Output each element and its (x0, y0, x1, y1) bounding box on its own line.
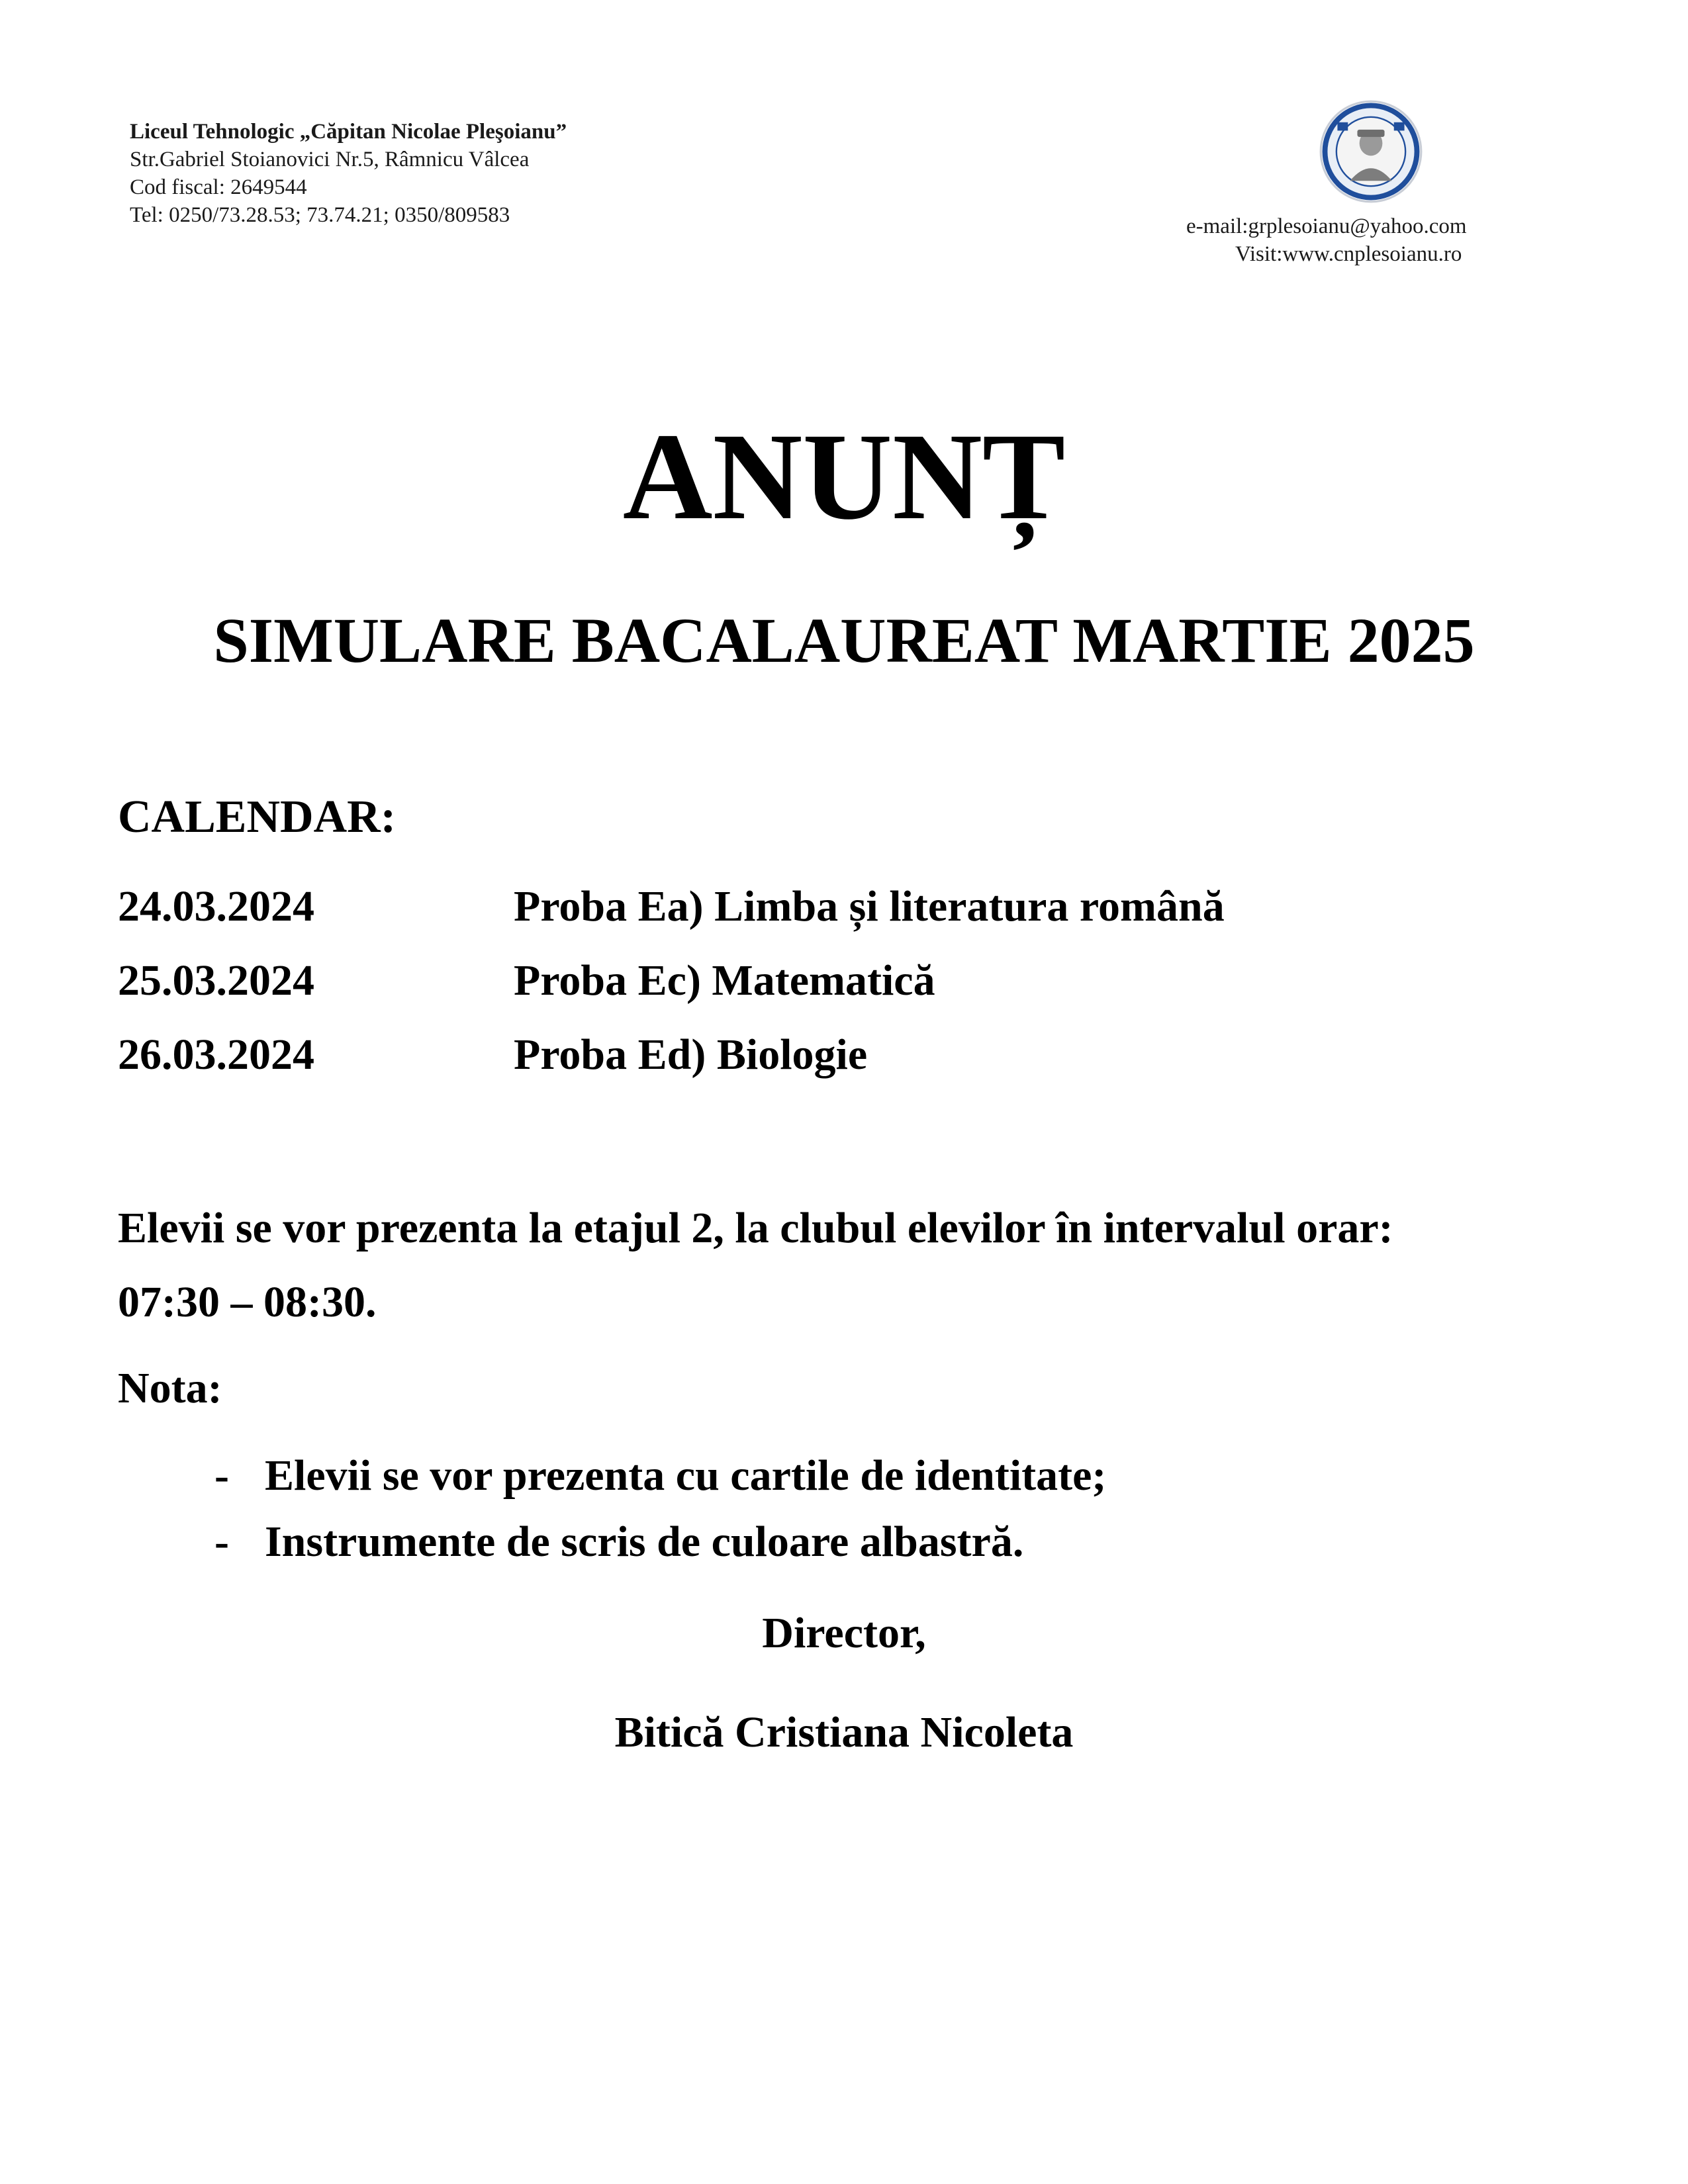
exam-name: Proba Ea) Limba și literatura română (514, 882, 1225, 931)
list-bullet: - (214, 1518, 229, 1566)
list-item (118, 1516, 1574, 1582)
school-address: Str.Gabriel Stoianovici Nr.5, Râmnicu Vâlcea (130, 148, 530, 171)
exam-date: 24.03.2024 (118, 882, 314, 931)
list-item-text: Instrumente de scris de culoare albastră. (265, 1518, 1024, 1566)
calendar-row (118, 880, 1574, 954)
contact-block (1178, 99, 1549, 278)
signature-name: Bitică Cristiana Nicoleta (614, 1708, 1074, 1756)
school-crest-icon (1319, 99, 1423, 204)
exam-name: Proba Ec) Matematică (514, 956, 935, 1005)
exam-name: Proba Ed) Biologie (514, 1030, 868, 1079)
calendar-row (118, 1028, 1574, 1103)
signature-title: Director, (762, 1609, 926, 1657)
phone-numbers: Tel: 0250/73.28.53; 73.74.21; 0350/809583 (130, 203, 510, 227)
list-item (118, 1449, 1574, 1516)
instructions-line: Elevii se vor prezenta la etajul 2, la clubul elevilor în intervalul orar: (118, 1204, 1393, 1252)
announcement-subtitle: SIMULARE BACALAUREAT MARTIE 2025 (213, 605, 1475, 676)
calendar-row (118, 954, 1574, 1028)
school-website: Visit:www.cnplesoianu.ro (1235, 242, 1462, 266)
list-bullet: - (214, 1451, 229, 1500)
calendar-list (118, 880, 1574, 1103)
calendar-label: CALENDAR: (118, 792, 396, 842)
exam-date: 25.03.2024 (118, 956, 314, 1005)
note-label: Nota: (118, 1364, 222, 1412)
announcement-title: ANUNȚ (622, 407, 1066, 545)
school-email: e-mail:grplesoianu@yahoo.com (1186, 214, 1467, 238)
arrival-time-interval: 07:30 – 08:30. (118, 1278, 377, 1326)
school-name: Liceul Tehnologic „Căpitan Nicolae Pleşoianu” (130, 120, 567, 144)
note-list (118, 1449, 1574, 1582)
list-item-text: Elevii se vor prezenta cu cartile de identitate; (265, 1451, 1107, 1500)
exam-date: 26.03.2024 (118, 1030, 314, 1079)
fiscal-code: Cod fiscal: 2649544 (130, 175, 307, 199)
school-header (130, 118, 726, 229)
arrival-instructions (118, 1191, 1607, 1340)
